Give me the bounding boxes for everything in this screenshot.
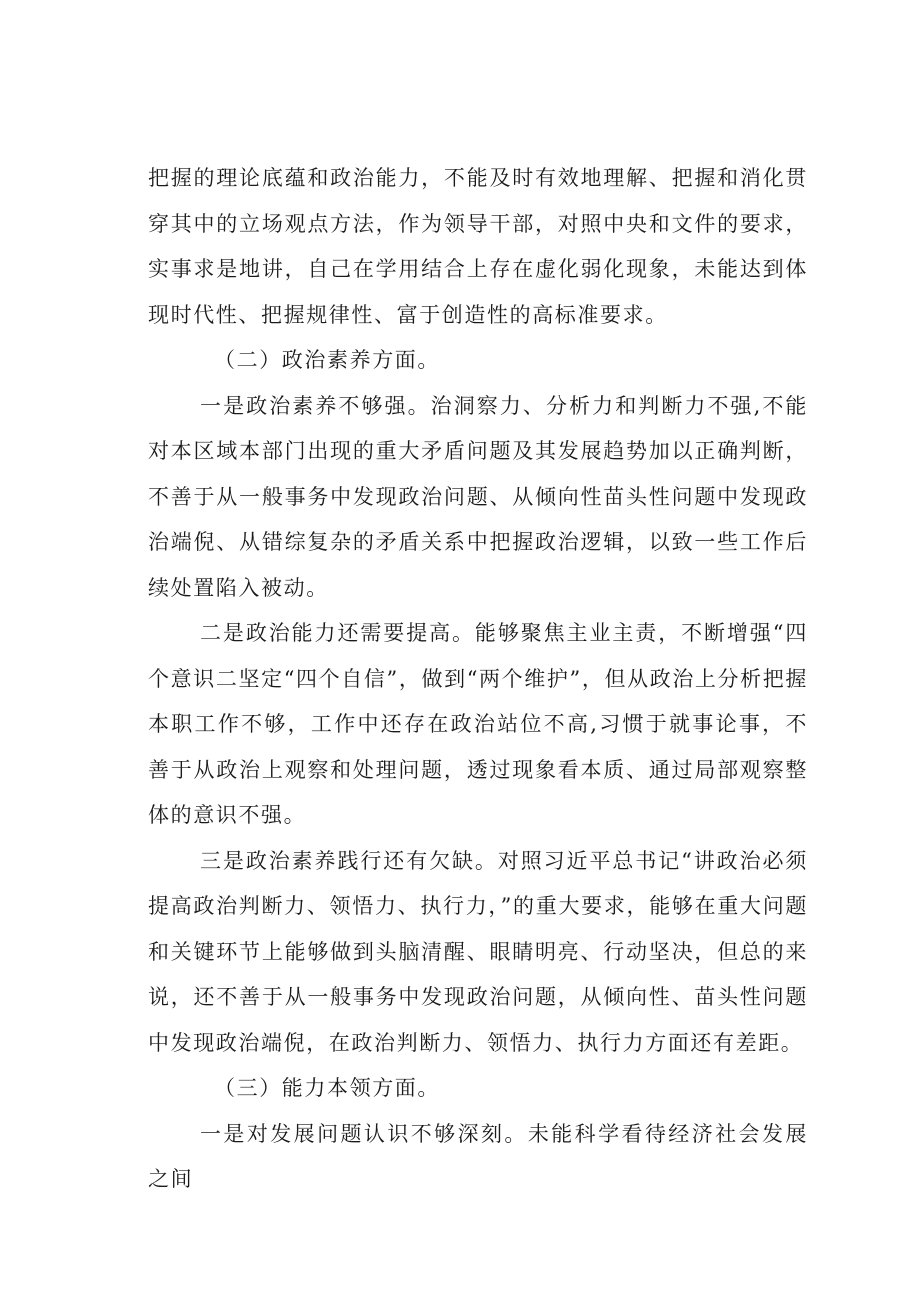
document-body	[148, 156, 808, 1203]
section-heading-ability: （三）能力本领方面。	[214, 1076, 440, 1100]
section-heading-political-quality: （二）政治素养方面。	[214, 348, 440, 372]
paragraph-ability-1: 一是对发展问题认识不够深刻。未能科学看待经济社会发展之间	[148, 1121, 808, 1191]
paragraph-political-quality-1: 一是政治素养不够强。治洞察力、分析力和判断力不强,不能对本区域本部门出现的重大矛盾问题及其发展趋势加以正确判断，不善于从一般事务中发现政治问题、从倾向性苗头性问题中发现政治端倪、从错综复杂的矛盾关系中把握政治逻辑，以致一些工作后续处置陷入被动。	[148, 393, 808, 600]
paragraph-political-quality-3: 三是政治素养践行还有欠缺。对照习近平总书记“讲政治必须提高政治判断力、领悟力、执行力，”的重大要求，能够在重大问题和关键环节上能够做到头脑清醒、眼睛明亮、行动坚决，但总的来说，还不善于从一般事务中发现政治问题，从倾向性、苗头性问题中发现政治端倪，在政治判断力、领悟力、执行力方面还有差距。	[148, 848, 808, 1055]
paragraph-political-quality-2: 二是政治能力还需要提高。能够聚焦主业主责，不断增强“四个意识二坚定“四个自信”，做到“两个维护”，但从政治上分析把握本职工作不够，工作中还存在政治站位不高,习惯于就事论事，不善于从政治上观察和处理问题，透过现象看本质、通过局部观察整体的意识不强。	[148, 621, 808, 827]
paragraph-continuation: 把握的理论底蕴和政治能力，不能及时有效地理解、把握和消化贯穿其中的立场观点方法，作为领导干部，对照中央和文件的要求，实事求是地讲，自己在学用结合上存在虚化弱化现象，未能达到体现时代性、把握规律性、富于创造性的高标准要求。	[148, 166, 808, 327]
